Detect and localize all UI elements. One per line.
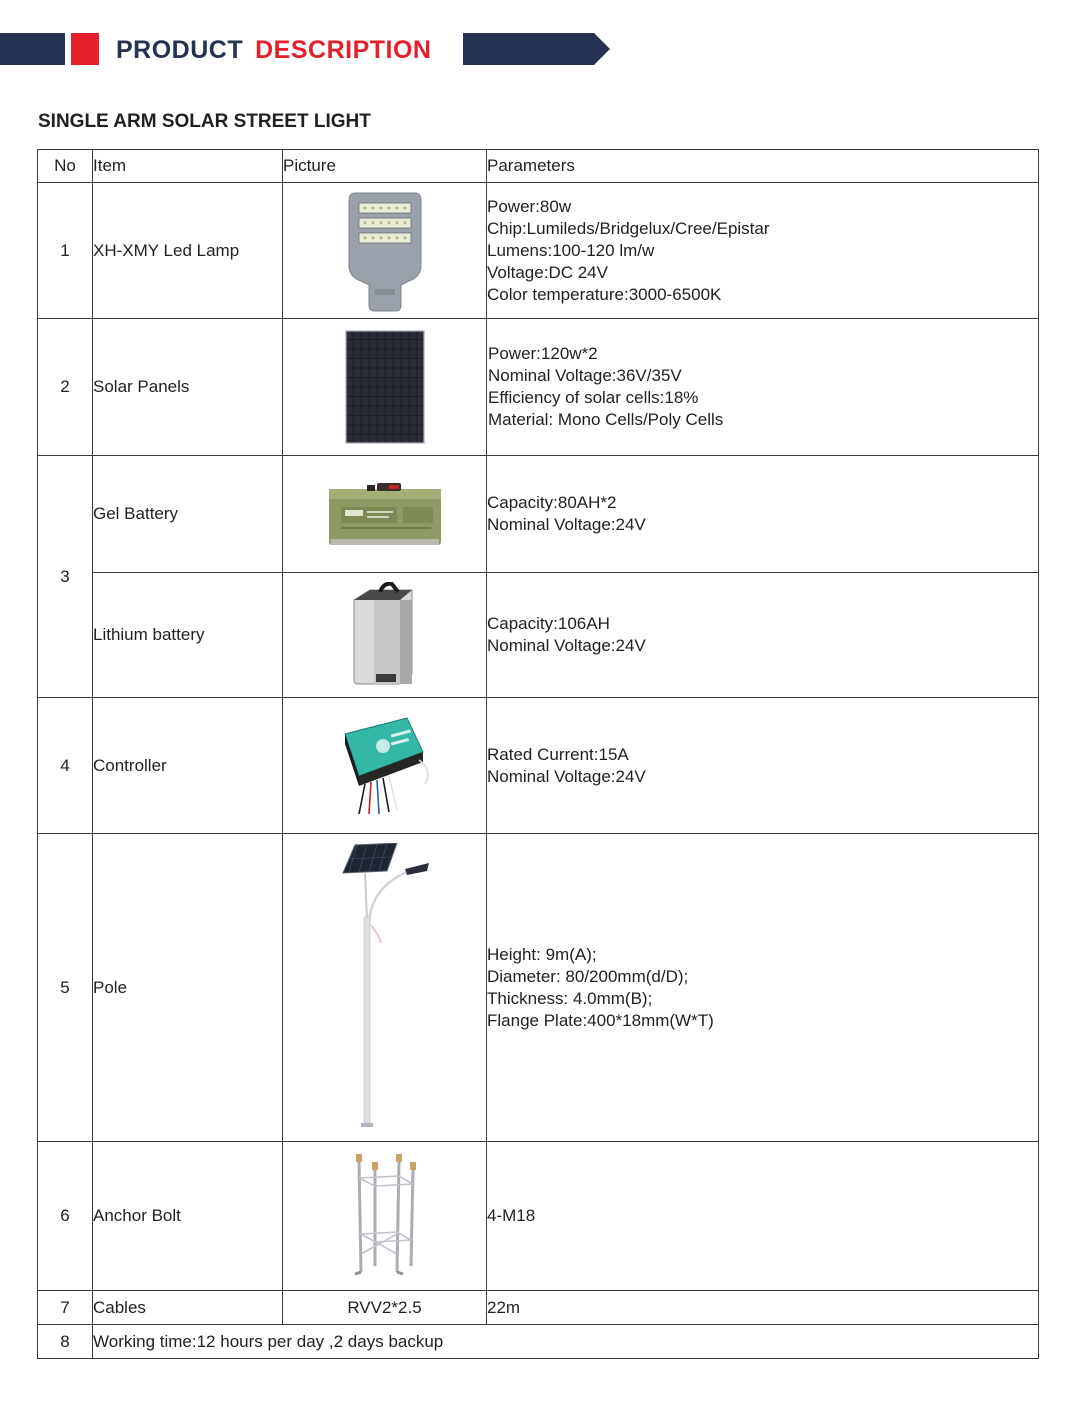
row-parameters <box>487 319 1039 456</box>
parameter-line: Capacity:80AH*2 <box>487 493 617 512</box>
table-row <box>38 456 1039 573</box>
row-no: 6 <box>38 1142 93 1291</box>
row-item: Anchor Bolt <box>93 1142 283 1291</box>
row-no: 2 <box>38 319 93 456</box>
parameter-line: Nominal Voltage:24V <box>487 636 646 655</box>
banner-title-word2: DESCRIPTION <box>255 36 432 64</box>
parameter-line: Height: 9m(A); <box>487 944 597 964</box>
banner-arrow <box>463 33 610 65</box>
row-parameters <box>487 456 1039 573</box>
header-banner <box>0 33 620 65</box>
row-item: XH-XMY Led Lamp <box>93 183 283 319</box>
parameter-line: Power:80w <box>487 196 572 216</box>
parameter-line: Material: Mono Cells/Poly Cells <box>488 410 724 429</box>
header-picture: Picture <box>283 150 487 183</box>
row-item: Solar Panels <box>93 319 283 456</box>
banner-red-block <box>71 33 99 65</box>
row-parameters <box>487 573 1039 698</box>
parameter-line: Efficiency of solar cells:18% <box>488 388 699 407</box>
document-title: SINGLE ARM SOLAR STREET LIGHT <box>38 111 371 132</box>
banner-navy-block <box>0 33 65 65</box>
table-row <box>38 319 1039 456</box>
row-parameters: 22m <box>487 1291 1039 1325</box>
parameter-line: Nominal Voltage:36V/35V <box>488 366 682 385</box>
header-item: Item <box>93 150 283 183</box>
table-row <box>38 183 1039 319</box>
lithium-battery-image <box>350 582 420 688</box>
row-parameters <box>487 1142 1039 1291</box>
row-picture <box>283 698 487 834</box>
parameter-line: Color temperature:3000-6500K <box>487 284 722 304</box>
row-picture <box>283 573 487 698</box>
row-picture <box>283 1142 487 1291</box>
parameter-line: Diameter: 80/200mm(d/D); <box>487 966 689 986</box>
parameter-line: Lumens:100-120 lm/w <box>487 240 655 260</box>
header-no: No <box>38 150 93 183</box>
parameter-line: Rated Current:15A <box>487 744 629 764</box>
table-row <box>38 1142 1039 1291</box>
parameter-line: Thickness: 4.0mm(B); <box>487 988 653 1008</box>
row-no: 8 <box>38 1325 93 1359</box>
row-item: Cables <box>93 1291 283 1325</box>
table-row <box>38 1325 1039 1359</box>
solar-panel-image <box>345 330 425 444</box>
row-picture-text: RVV2*2.5 <box>283 1291 487 1325</box>
row-item: Lithium battery <box>93 573 283 698</box>
parameter-line: 4-M18 <box>487 1206 536 1225</box>
anchor-bolt-image <box>345 1154 425 1278</box>
row-item: Working time:12 hours per day ,2 days backup <box>93 1325 1039 1359</box>
row-item: Gel Battery <box>93 456 283 573</box>
row-picture <box>283 183 487 319</box>
row-parameters <box>487 698 1039 834</box>
row-picture <box>283 834 487 1142</box>
banner-title-word1: PRODUCT <box>116 36 244 64</box>
parameter-line: Nominal Voltage:24V <box>487 766 646 786</box>
parameter-line: Nominal Voltage:24V <box>487 515 646 534</box>
row-no: 1 <box>38 183 93 319</box>
parameter-line: Chip:Lumileds/Bridgelux/Cree/Epistar <box>487 218 770 238</box>
row-no: 7 <box>38 1291 93 1325</box>
gel-battery-image <box>327 479 443 549</box>
parameter-line: Power:120w*2 <box>488 344 598 363</box>
pole-image <box>335 843 435 1133</box>
parameter-line: Flange Plate:400*18mm(W*T) <box>487 1010 714 1030</box>
table-row <box>38 834 1039 1142</box>
controller-image <box>335 714 435 818</box>
table-row <box>38 1291 1039 1325</box>
header-parameters: Parameters <box>487 150 1039 183</box>
row-item: Pole <box>93 834 283 1142</box>
banner-title <box>116 36 431 65</box>
parameter-line: Capacity:106AH <box>487 614 610 633</box>
row-parameters <box>487 183 1039 319</box>
parameter-line: Voltage:DC 24V <box>487 262 608 282</box>
row-no: 3 <box>38 456 93 698</box>
table-header-row <box>38 150 1039 183</box>
row-picture <box>283 319 487 456</box>
row-no: 4 <box>38 698 93 834</box>
table-row <box>38 573 1039 698</box>
spec-table <box>37 149 1039 1359</box>
row-no: 5 <box>38 834 93 1142</box>
led-street-lamp-image <box>345 189 425 313</box>
row-parameters <box>487 834 1039 1142</box>
row-picture <box>283 456 487 573</box>
row-item: Controller <box>93 698 283 834</box>
table-row <box>38 698 1039 834</box>
